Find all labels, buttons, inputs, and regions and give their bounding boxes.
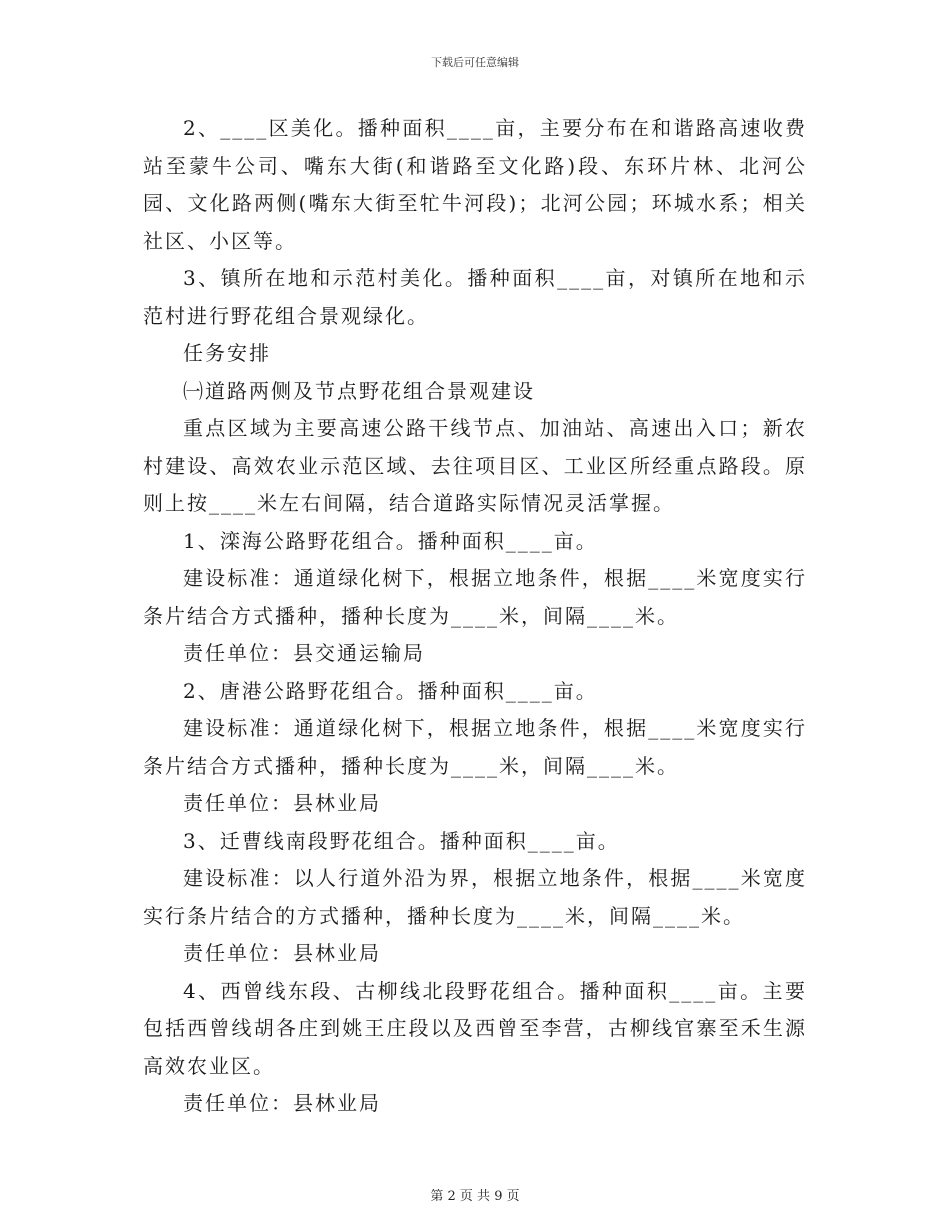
- subsection-heading: ㈠道路两侧及节点野花组合景观建设: [183, 378, 535, 403]
- responsible-unit: 责任单位：县林业局: [183, 791, 381, 815]
- paragraph: 重点区域为主要高速公路干线节点、加油站、高速出入口；新农村建设、高效农业示范区域、去往项目区、工业区所经重点路段。原则上按____米左右间隔，结合道路实际情况灵活掌握。: [143, 416, 807, 515]
- paragraph: 建设标准：通道绿化树下，根据立地条件，根据____米宽度实行条片结合方式播种，播种长度为____米，间隔____米。: [143, 716, 807, 778]
- page-footer: 第 2 页 共 9 页: [430, 1189, 520, 1204]
- list-item: 3、迁曹线南段野花组合。播种面积____亩。: [183, 828, 620, 853]
- document-body: [143, 110, 807, 1123]
- paragraph: 3、镇所在地和示范村美化。播种面积____亩，对镇所在地和示范村进行野花组合景观绿化。: [143, 266, 807, 328]
- responsible-unit: 责任单位：县林业局: [183, 1091, 381, 1115]
- paragraph: 建设标准：以人行道外沿为界，根据立地条件，根据____米宽度实行条片结合的方式播种，播种长度为____米，间隔____米。: [143, 866, 807, 928]
- responsible-unit: 责任单位：县交通运输局: [183, 641, 425, 665]
- list-item: 2、唐港公路野花组合。播种面积____亩。: [183, 678, 598, 703]
- section-heading: 任务安排: [183, 341, 271, 365]
- paragraph: 2、____区美化。播种面积____亩，主要分布在和谐路高速收费站至蒙牛公司、嘴东大街(和谐路至文化路)段、东环片林、北河公园、文化路两侧(嘴东大街至牤牛河段)；北河公园；环城水系；相关社区、小区等。: [143, 116, 807, 253]
- page-header: 下载后可任意编辑: [431, 56, 519, 69]
- list-item: 1、滦海公路野花组合。播种面积____亩。: [183, 528, 598, 553]
- responsible-unit: 责任单位：县林业局: [183, 941, 381, 965]
- paragraph: 建设标准：通道绿化树下，根据立地条件，根据____米宽度实行条片结合方式播种，播种长度为____米，间隔____米。: [143, 566, 807, 628]
- list-item: 4、西曾线东段、古柳线北段野花组合。播种面积____亩。主要包括西曾线胡各庄到姚王庄段以及西曾至李营，古柳线官寨至禾生源高效农业区。: [143, 978, 807, 1078]
